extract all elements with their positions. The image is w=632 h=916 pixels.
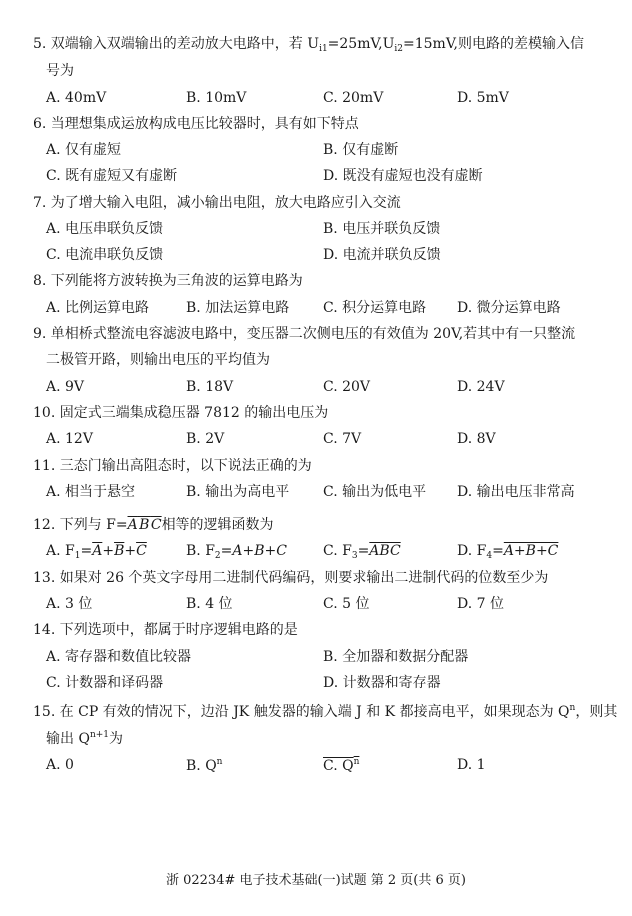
q10-option-a: A. 12V <box>46 431 93 447</box>
q13-option-a: A. 3 位 <box>46 596 93 612</box>
q9-option-c: C. 20V <box>323 379 371 395</box>
q7-option-c: C. 电流串联负反馈 <box>46 247 164 263</box>
q9-option-b: B. 18V <box>186 379 234 395</box>
q5-option-a: A. 40mV <box>46 90 107 106</box>
q7-option-b: B. 电压并联负反馈 <box>323 221 441 237</box>
page-footer: 浙 02234# 电子技术基础(一)试题 第 2 页(共 6 页) <box>165 873 466 888</box>
q6-option-b: B. 仅有虚断 <box>323 142 399 158</box>
q15-stem-line2: 输出 $Q^{n+1}$为 <box>46 730 124 747</box>
q6-stem: 6. 当理想集成运放构成电压比较器时，具有如下特点 <box>33 116 359 132</box>
q7-stem: 7. 为了增大输入电阻，减小输出电阻，放大电路应引入交流 <box>33 195 401 211</box>
q15-option-a: A. 0 <box>46 757 74 773</box>
q14-option-a: A. 寄存器和数值比较器 <box>46 649 192 665</box>
q15-option-d: D. 1 <box>457 757 486 773</box>
q5-option-b: B. 10mV <box>186 90 247 106</box>
q10-stem: 10. 固定式三端集成稳压器 7812 的输出电压为 <box>33 405 329 421</box>
q8-option-a: A. 比例运算电路 <box>46 300 150 316</box>
q11-option-a: A. 相当于悬空 <box>46 484 136 500</box>
q12-expression: A B C <box>127 517 162 533</box>
q15-option-c: C. $Q^{\overline{n}}$ <box>323 757 360 774</box>
q13-option-d: D. 7 位 <box>457 596 504 612</box>
q7-option-a: A. 电压串联负反馈 <box>46 221 164 237</box>
q15-option-b: B. $Q^n$ <box>186 757 223 774</box>
q6-option-a: A. 仅有虚短 <box>46 142 122 158</box>
q15-stem-line1: 15. 在 CP 有效的情况下，边沿 JK 触发器的输入端 J 和 K 都接高电平，如果现态为 $Q^n$，则其 <box>33 703 618 720</box>
q14-option-c: C. 计数器和译码器 <box>46 675 164 691</box>
q8-option-b: B. 加法运算电路 <box>186 300 290 316</box>
q11-option-d: D. 输出电压非常高 <box>457 484 575 500</box>
q14-stem: 14. 下列选项中，都属于时序逻辑电路的是 <box>33 622 298 638</box>
q13-stem: 13. 如果对 26 个英文字母用二进制代码编码，则要求输出二进制代码的位数至少为 <box>33 570 549 586</box>
q8-option-d: D. 微分运算电路 <box>457 300 561 316</box>
q6-option-d: D. 既没有虚短也没有虚断 <box>323 168 483 184</box>
q7-option-d: D. 电流并联负反馈 <box>323 247 441 263</box>
q10-option-c: C. 7V <box>323 431 362 447</box>
q6-option-c: C. 既有虚短又有虚断 <box>46 168 178 184</box>
q10-option-b: B. 2V <box>186 431 225 447</box>
q10-option-d: D. 8V <box>457 431 496 447</box>
q12-option-c: C. $F_3=\overline{ABC}$ <box>323 543 401 561</box>
q9-option-d: D. 24V <box>457 379 505 395</box>
q8-option-c: C. 积分运算电路 <box>323 300 427 316</box>
q12-stem: 12. 下列与 F=A B C相等的逻辑函数为 <box>33 517 274 533</box>
q9-option-a: A. 9V <box>46 379 85 395</box>
q12-option-a: A. $F_1=\overline{A}+\overline{B}+\overline{C}$ <box>46 543 147 561</box>
q5-stem-line2: 号为 <box>46 63 74 79</box>
q13-option-b: B. 4 位 <box>186 596 233 612</box>
q12-option-d: D. $F_4=A+B+C$ <box>457 543 559 561</box>
q11-option-b: B. 输出为高电平 <box>186 484 290 500</box>
q9-stem-line2: 二极管开路，则输出电压的平均值为 <box>46 352 270 368</box>
q9-stem-line1: 9. 单相桥式整流电容滤波电路中，变压器二次侧电压的有效值为 20V,若其中有一只整流 <box>33 326 576 342</box>
q5-stem-line1: 5. 双端输入双端输出的差动放大电路中，若 $U_{i1}=25mV,U_{i2}=15mV$,则电路的差模输入信 <box>33 36 584 54</box>
q14-option-b: B. 全加器和数据分配器 <box>323 649 469 665</box>
q12-option-b: B. $F_2=A+B+C$ <box>186 543 287 561</box>
q11-stem: 11. 三态门输出高阻态时，以下说法正确的为 <box>33 458 312 474</box>
q5-option-c: C. 20mV <box>323 90 384 106</box>
q5-option-d: D. 5mV <box>457 90 509 106</box>
q8-stem: 8. 下列能将方波转换为三角波的运算电路为 <box>33 273 303 289</box>
q14-option-d: D. 计数器和寄存器 <box>323 675 441 691</box>
q11-option-c: C. 输出为低电平 <box>323 484 427 500</box>
q13-option-c: C. 5 位 <box>323 596 370 612</box>
